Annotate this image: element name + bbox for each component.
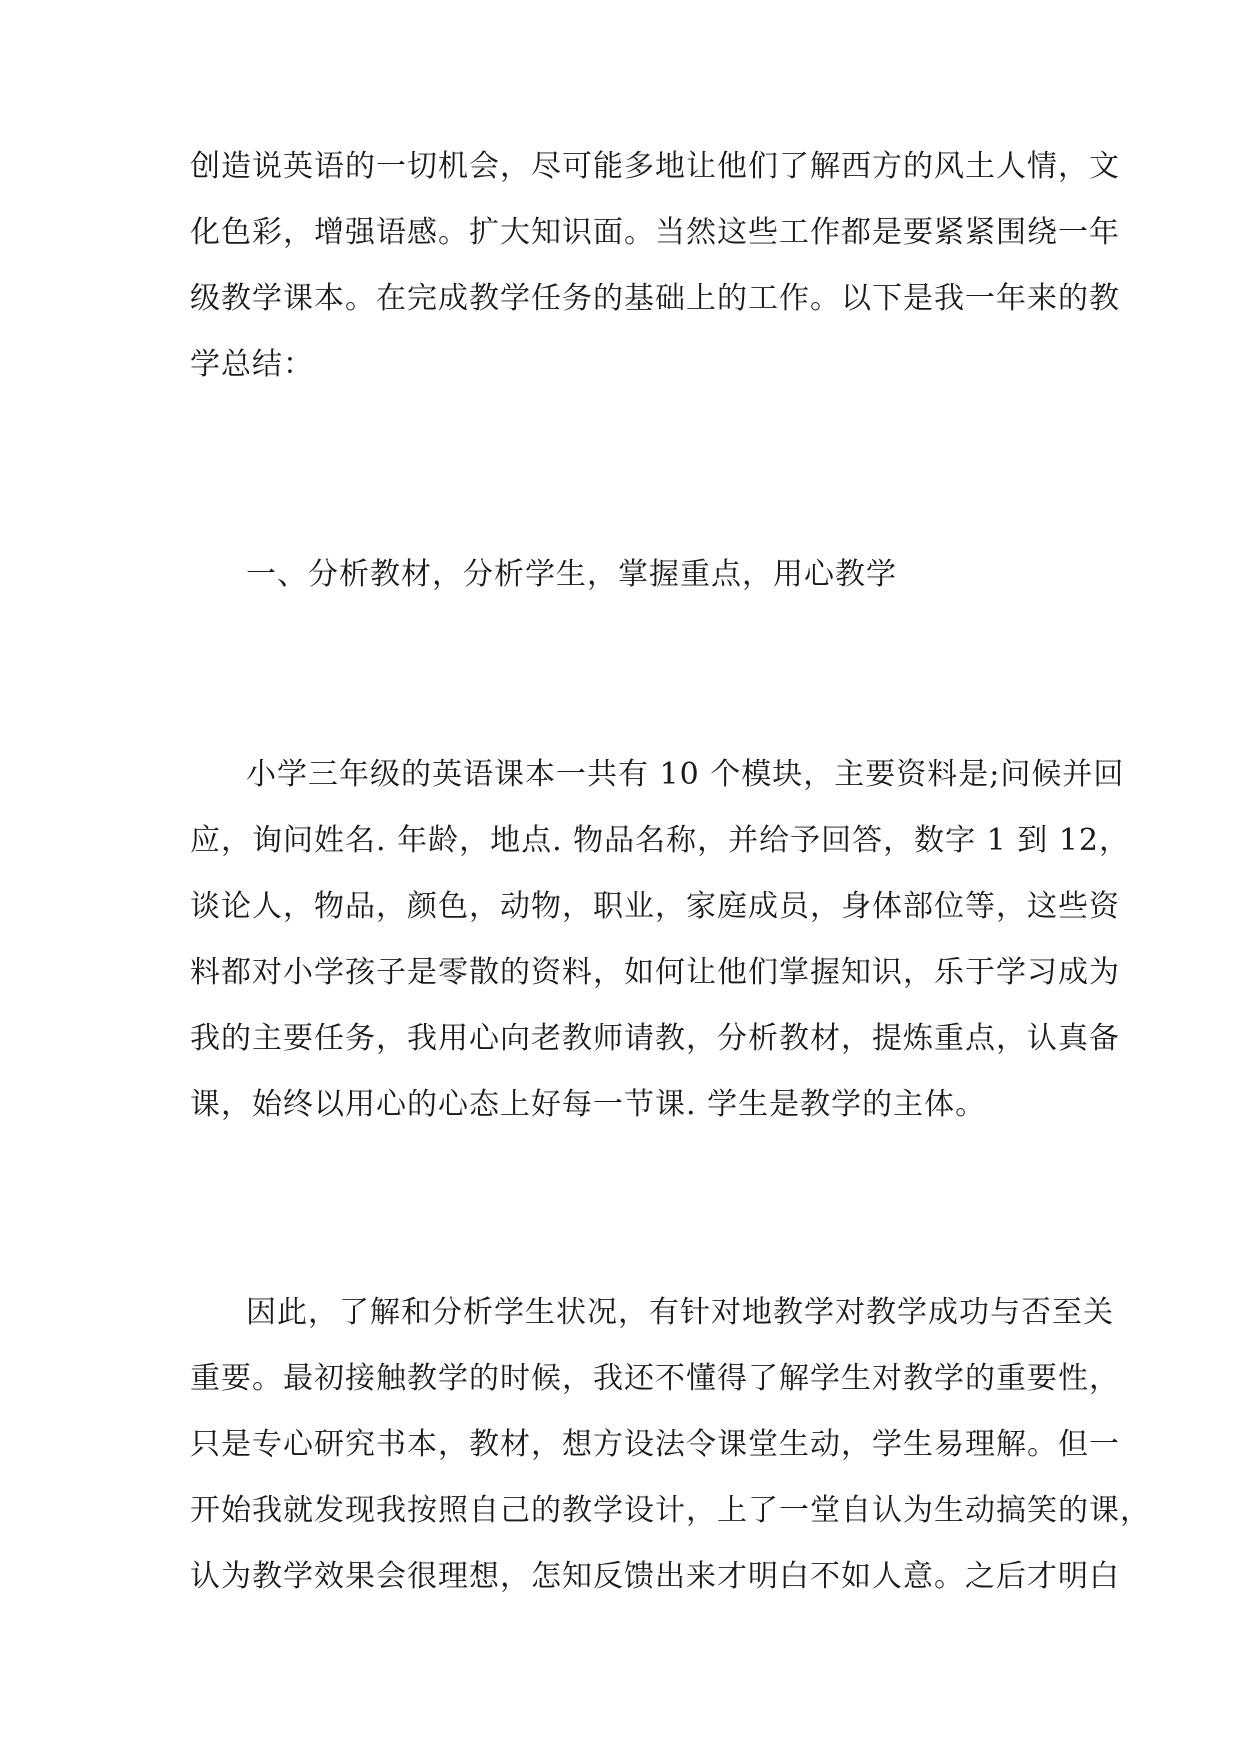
para2-line-1: 因此，了解和分析学生状况，有针对地教学对教学成功与否至关 [246, 1295, 1114, 1330]
para1-line-3: 谈论人，物品，颜色，动物，职业，家庭成员，身体部位等，这些资 [190, 889, 1120, 924]
intro-line-1: 创造说英语的一切机会，尽可能多地让他们了解西方的风土人情，文 [190, 149, 1120, 184]
para1-line-4: 料都对小学孩子是零散的资料，如何让他们掌握知识，乐于学习成为 [190, 955, 1120, 990]
para2-line-2: 重要。最初接触教学的时候，我还不懂得了解学生对教学的重要性， [190, 1361, 1120, 1396]
intro-line-2: 化色彩，增强语感。扩大知识面。当然这些工作都是要紧紧围绕一年 [190, 215, 1120, 250]
section-heading: 一、分析教材，分析学生，掌握重点，用心教学 [246, 557, 897, 592]
para1-line-2: 应，询问姓名. 年龄，地点. 物品名称，并给予回答，数字 1 到 12， [190, 823, 1131, 858]
intro-line-3: 级教学课本。在完成教学任务的基础上的工作。以下是我一年来的教 [190, 281, 1120, 316]
para2-line-3: 只是专心研究书本，教材，想方设法令课堂生动，学生易理解。但一 [190, 1427, 1120, 1462]
para1-line-6: 课，始终以用心的心态上好每一节课. 学生是教学的主体。 [190, 1087, 987, 1122]
para2-line-5: 认为教学效果会很理想，怎知反馈出来才明白不如人意。之后才明白 [190, 1559, 1120, 1594]
para1-line-1: 小学三年级的英语课本一共有 10 个模块，主要资料是;问候并回 [246, 757, 1125, 792]
intro-line-4: 学总结： [190, 347, 314, 382]
para1-line-5: 我的主要任务，我用心向老教师请教，分析教材，提炼重点，认真备 [190, 1021, 1120, 1056]
para2-line-4: 开始我就发现我按照自己的教学设计，上了一堂自认为生动搞笑的课， [190, 1493, 1151, 1528]
